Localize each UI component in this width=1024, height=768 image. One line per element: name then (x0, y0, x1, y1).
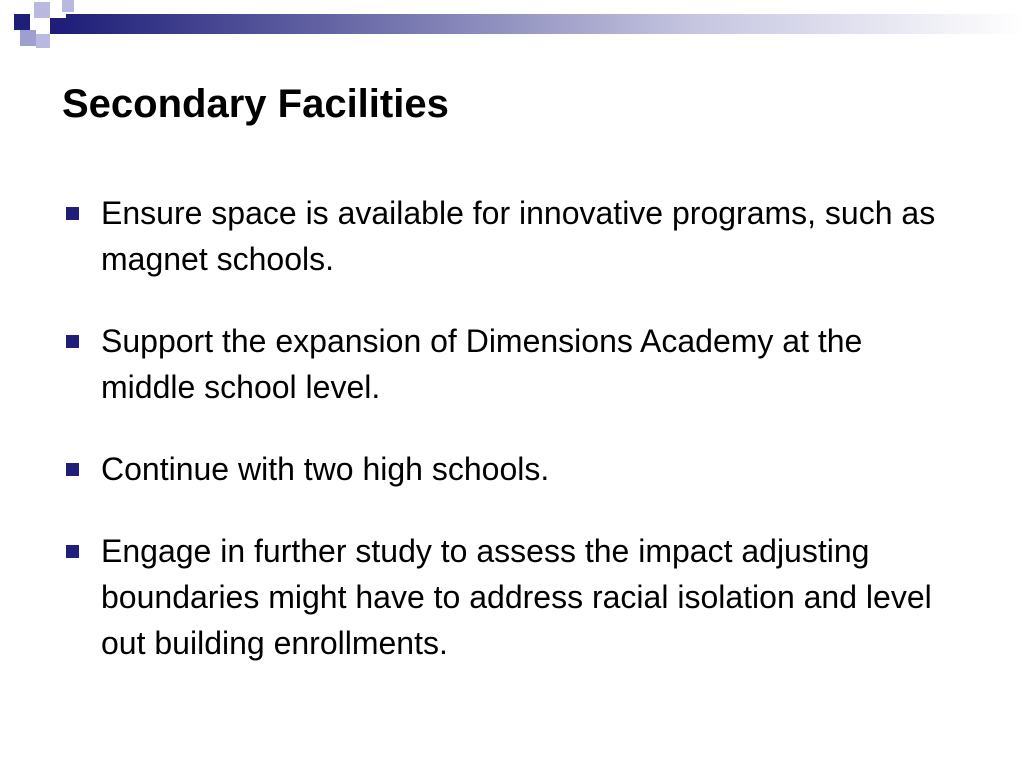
slide-title: Secondary Facilities (62, 82, 449, 126)
decor-square (14, 14, 30, 30)
square-bullet-icon (66, 335, 79, 348)
bullet-text: Support the expansion of Dimensions Academy at the middle school level. (101, 323, 863, 405)
list-item (62, 446, 962, 492)
decor-square (62, 0, 74, 12)
bullet-text: Continue with two high schools. (101, 451, 550, 487)
bullet-list (62, 190, 962, 702)
decor-square (50, 18, 66, 34)
decor-square (20, 30, 36, 46)
square-bullet-icon (66, 207, 79, 220)
square-bullet-icon (66, 545, 79, 558)
bullet-text: Ensure space is available for innovative programs, such as magnet schools. (101, 195, 936, 277)
list-item (62, 528, 962, 666)
decor-square (34, 2, 50, 18)
list-item (62, 318, 962, 410)
decor-square (36, 34, 50, 48)
square-bullet-icon (66, 463, 79, 476)
header-gradient-band (66, 14, 1024, 34)
bullet-text: Engage in further study to assess the impact adjusting boundaries might have to address racial isolation and level out building enrollments. (101, 533, 932, 661)
list-item (62, 190, 962, 282)
